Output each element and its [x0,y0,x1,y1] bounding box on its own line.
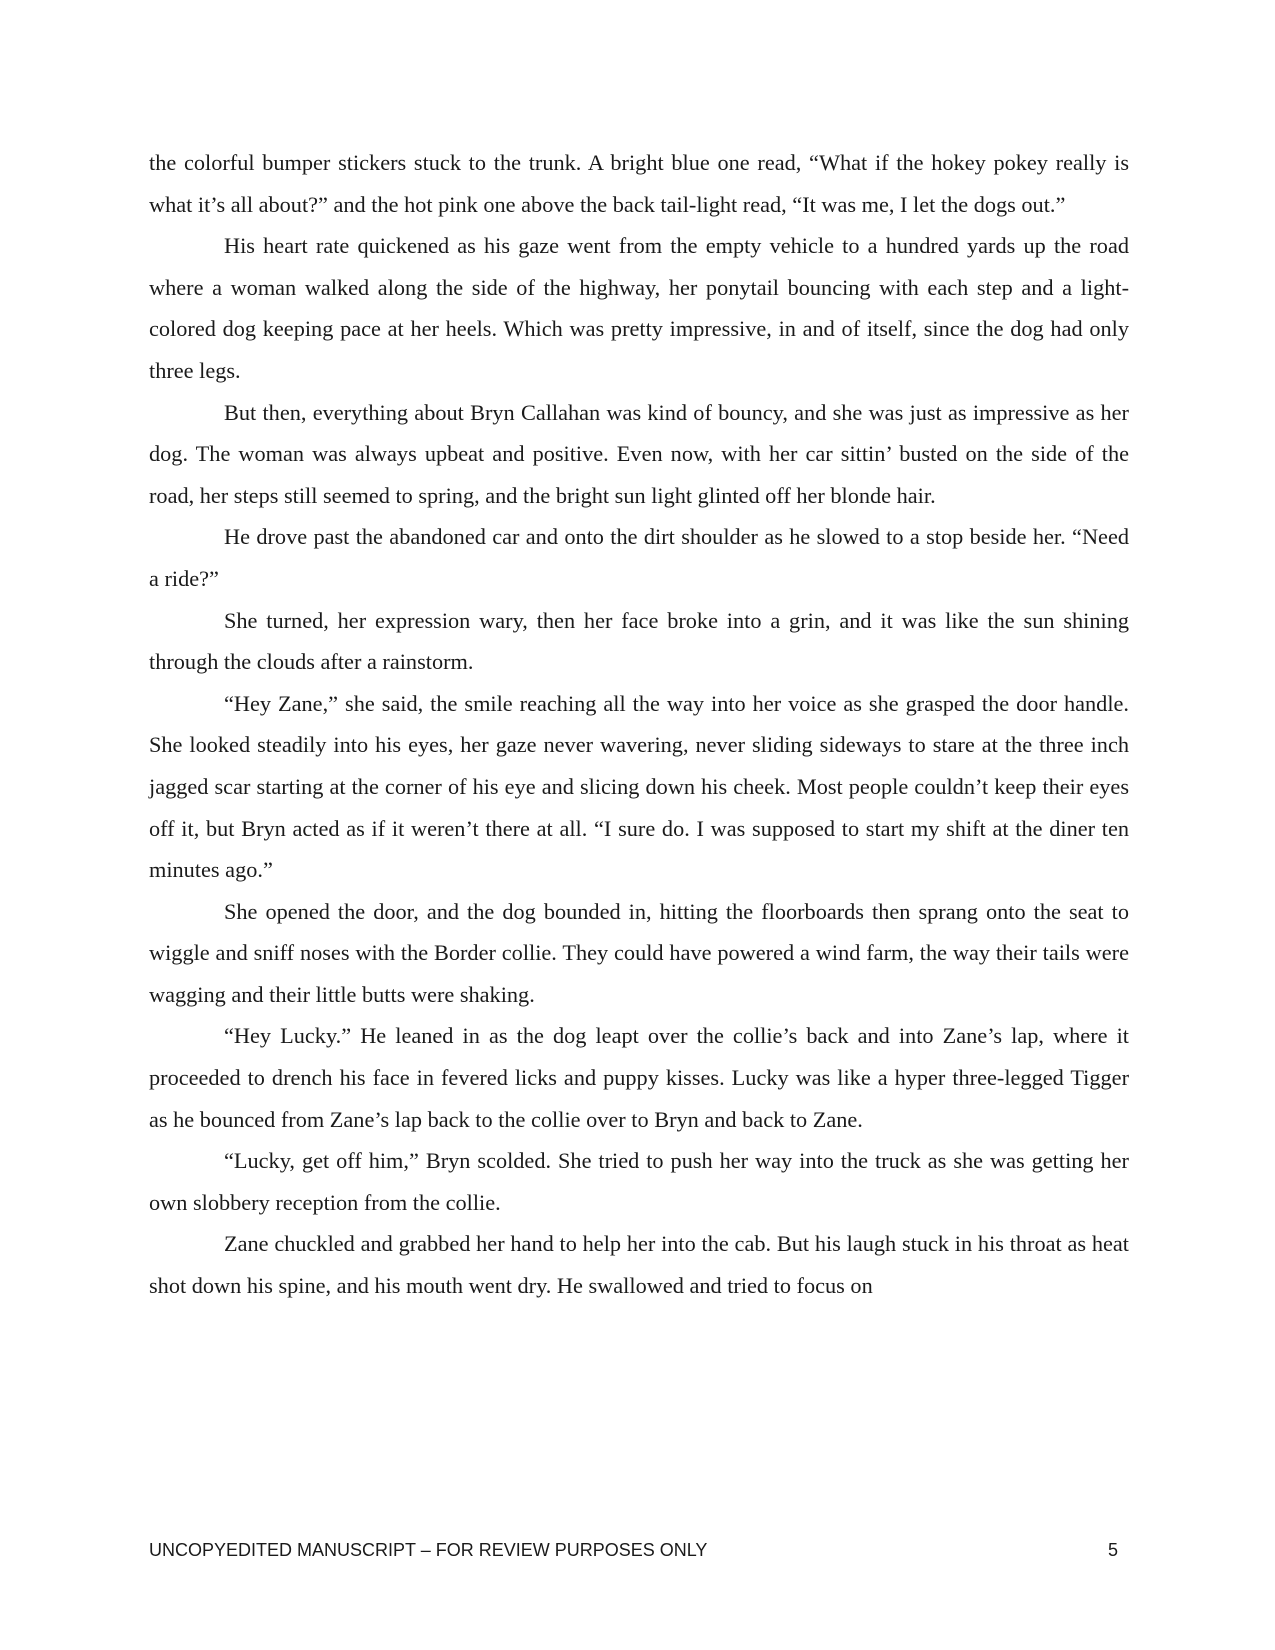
paragraph: He drove past the abandoned car and onto the dirt shoulder as he slowed to a stop beside her. “Need a ride?” [149,524,1129,591]
paragraph: “Hey Zane,” she said, the smile reaching all the way into her voice as she grasped the door handle. She looked steadily into his eyes, her gaze never wavering, never sliding sideways to stare at the three inch jagged scar starting at the corner of his eye and slicing down his cheek. Most people couldn’t keep their eyes off it, but Bryn acted as if it weren’t there at all. “I sure do. I was supposed to start my shift at the diner ten minutes ago.” [149,690,1129,883]
paragraph-continued: the colorful bumper stickers stuck to the trunk. A bright blue one read, “What if the hokey pokey really is what it’s all about?” and the hot pink one above the back tail-light read, “It was me, I let the dogs out.” [149,150,1129,217]
manuscript-body [149,142,1129,1307]
paragraph: But then, everything about Bryn Callahan was kind of bouncy, and she was just as impressive as her dog. The woman was always upbeat and positive. Even now, with her car sittin’ busted on the side of the road, her steps still seemed to spring, and the bright sun light glinted off her blonde hair. [149,399,1129,508]
paragraph: “Hey Lucky.” He leaned in as the dog leapt over the collie’s back and into Zane’s lap, where it proceeded to drench his face in fevered licks and puppy kisses. Lucky was like a hyper three-legged Tigger as he bounced from Zane’s lap back to the collie over to Bryn and back to Zane. [149,1023,1129,1132]
paragraph: She turned, her expression wary, then her face broke into a grin, and it was like the sun shining through the clouds after a rainstorm. [149,607,1129,675]
paragraph: “Lucky, get off him,” Bryn scolded. She tried to push her way into the truck as she was getting her own slobbery reception from the collie. [149,1148,1129,1215]
page-footer [149,1540,1118,1570]
paragraph: Zane chuckled and grabbed her hand to help her into the cab. But his laugh stuck in his throat as heat shot down his spine, and his mouth went dry. He swallowed and tried to focus on [149,1231,1129,1299]
paragraph: She opened the door, and the dog bounded in, hitting the floorboards then sprang onto the seat to wiggle and sniff noses with the Border collie. They could have powered a wind farm, the way their tails were wagging and their little butts were shaking. [149,898,1129,1007]
paragraph: His heart rate quickened as his gaze went from the empty vehicle to a hundred yards up the road where a woman walked along the side of the highway, her ponytail bouncing with each step and a light-colored dog keeping pace at her heels. Which was pretty impressive, in and of itself, since the dog had only three legs. [149,233,1129,383]
page-number: 5 [1107,1540,1118,1560]
footer-notice: UNCOPYEDITED MANUSCRIPT – FOR REVIEW PURPOSES ONLY [149,1540,708,1560]
